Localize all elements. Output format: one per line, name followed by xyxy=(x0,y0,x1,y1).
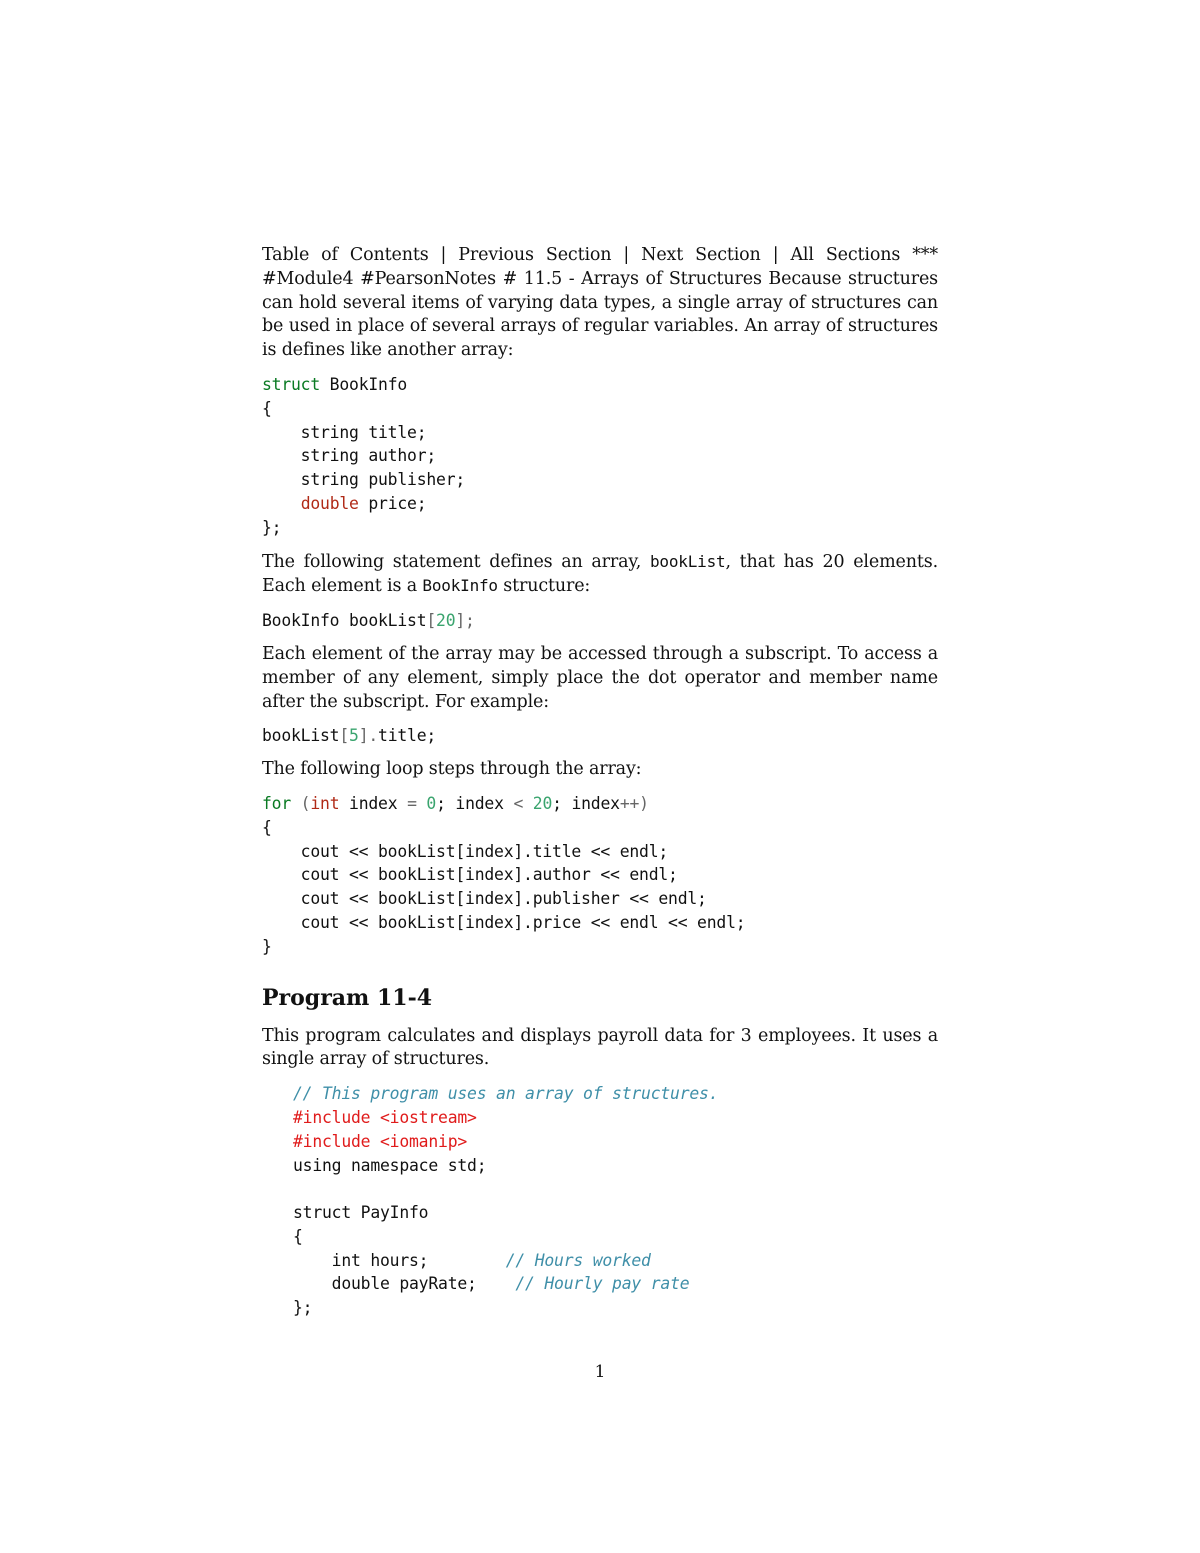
text-span: , that has 20 elements. Each element is a xyxy=(262,551,938,597)
text-span: The following statement defines an array, xyxy=(262,551,650,572)
code-preprocessor: #include <iostream> xyxy=(293,1107,477,1127)
code-text: cout << bookList[index].price << endl << endl; xyxy=(262,912,746,932)
code-text: int hours; xyxy=(293,1250,506,1270)
page-number: 1 xyxy=(594,1362,606,1382)
code-text: }; xyxy=(262,517,282,537)
code-text: double payRate; xyxy=(293,1274,516,1294)
code-text: { xyxy=(262,398,272,418)
text-span: structure: xyxy=(497,576,591,597)
code-operator: < xyxy=(513,793,524,813)
code-operator: ( xyxy=(291,793,311,813)
code-comment: // Hourly pay rate xyxy=(515,1274,690,1294)
code-block-declaration xyxy=(262,609,938,633)
code-operator: ]; xyxy=(455,611,475,631)
code-text: title; xyxy=(378,726,437,746)
program-description: This program calculates and displays payroll data for 3 employees. It uses a single array of structures. xyxy=(262,1025,938,1070)
code-text: string author; xyxy=(262,446,437,466)
code-keyword: struct xyxy=(262,374,321,394)
code-text: BookInfo xyxy=(320,374,408,394)
code-text: using namespace std; xyxy=(293,1155,487,1175)
code-text: ; index xyxy=(552,793,620,813)
code-keyword: for xyxy=(262,793,292,813)
code-operator: [ xyxy=(426,611,437,631)
code-operator: ++ xyxy=(619,793,640,813)
code-comment: // Hours worked xyxy=(505,1250,651,1270)
code-keyword: double xyxy=(300,493,359,513)
code-text: { xyxy=(262,817,272,837)
code-preprocessor: #include <iomanip> xyxy=(293,1131,468,1151)
code-number: 5 xyxy=(349,726,359,746)
definition-paragraph xyxy=(262,550,938,600)
code-number: 0 xyxy=(426,793,437,813)
section-heading: Program 11-4 xyxy=(262,984,433,1011)
code-text: price; xyxy=(358,493,427,513)
code-operator: = xyxy=(407,793,417,813)
code-text xyxy=(523,794,533,813)
code-operator: ) xyxy=(639,793,649,813)
code-text: bookList xyxy=(262,726,340,746)
code-block-program xyxy=(293,1082,938,1320)
code-keyword: int xyxy=(310,793,340,813)
code-operator: [ xyxy=(339,726,350,746)
code-text: cout << bookList[index].author << endl; xyxy=(262,865,678,885)
code-text: { xyxy=(293,1226,303,1246)
document-page xyxy=(262,244,938,1320)
code-text: BookInfo bookList xyxy=(262,611,427,631)
code-text: index xyxy=(339,793,408,813)
code-block-bookinfo xyxy=(262,373,938,540)
code-text: } xyxy=(262,936,272,956)
loop-paragraph: The following loop steps through the array: xyxy=(262,759,642,780)
code-operator: ]. xyxy=(358,726,379,746)
intro-paragraph: Table of Contents | Previous Section | Next Section | All Sections *** #Module4 #PearsonNotes # 11.5 - Arrays of Structures Because structures can hold several items of varying data types, a single array of structures can be used in place of several arrays of regular variables. An array of structures is defines like another array: xyxy=(262,245,938,361)
code-comment: // This program uses an array of structures. xyxy=(293,1084,719,1104)
inline-code: bookList xyxy=(649,551,726,571)
access-paragraph: Each element of the array may be accessed through a subscript. To access a member of any element, simply place the dot operator and member name after the subscript. For example: xyxy=(262,643,938,712)
code-number: 20 xyxy=(532,793,553,813)
code-block-access xyxy=(262,724,938,748)
code-text: ; index xyxy=(436,793,514,813)
code-text: string title; xyxy=(262,422,427,442)
code-text: struct PayInfo xyxy=(293,1203,429,1223)
code-text: cout << bookList[index].publisher << endl; xyxy=(262,889,707,909)
code-text: cout << bookList[index].title << endl; xyxy=(262,841,669,861)
code-text: }; xyxy=(293,1298,313,1318)
code-number: 20 xyxy=(436,611,456,631)
code-text xyxy=(417,794,427,813)
inline-code: BookInfo xyxy=(422,576,498,596)
code-text: string publisher; xyxy=(262,470,466,490)
code-block-loop xyxy=(262,792,938,959)
